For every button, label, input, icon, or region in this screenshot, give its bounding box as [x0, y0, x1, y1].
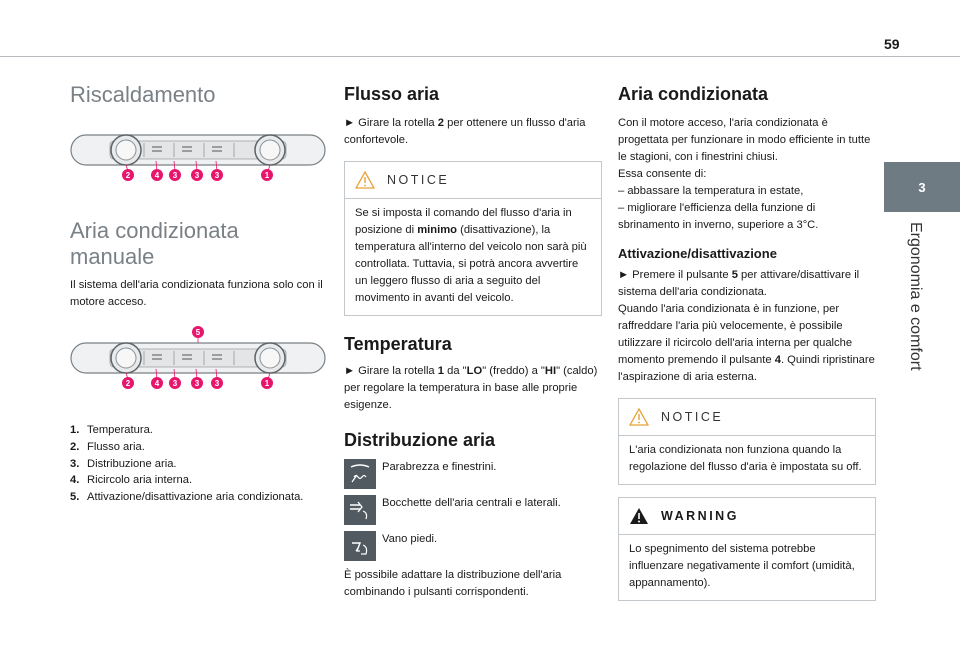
warning-box: [618, 497, 876, 601]
face-vents-icon: [344, 495, 376, 525]
callout-label: 2: [125, 171, 131, 181]
legend-item: 3. Distribuzione aria.: [70, 457, 177, 470]
column-heating: [70, 82, 328, 506]
intro-text: Il sistema dell'aria condizionata funziona solo con il motore acceso.: [70, 278, 323, 308]
page-number: 59: [884, 36, 900, 52]
callout-label: 1: [264, 378, 270, 388]
heading-manual-ac: Aria condizionata manuale: [70, 218, 239, 269]
callout-label: 3: [214, 378, 220, 388]
callout-label: 2: [125, 378, 131, 388]
heading-air-conditioning: Aria condizionata: [618, 84, 769, 104]
flow-instruction: ► Girare la rotella 2 per ottenere un flusso d'aria confortevole.: [344, 117, 586, 147]
warning-label: WARNING: [661, 509, 739, 524]
warning-text: Lo spegnimento del sistema potrebbe influenzare negativamente il comfort (umidità, appannamento).: [629, 543, 855, 590]
distribution-list: [344, 459, 602, 561]
notice-box: [344, 161, 602, 316]
distribution-item: Vano piedi.: [344, 531, 602, 561]
control-panel-diagram-heating: [70, 125, 326, 189]
notice-label: NOTICE: [661, 410, 724, 425]
header-rule: [0, 56, 960, 57]
callout-label: 3: [172, 171, 178, 181]
heading-distribution: Distribuzione aria: [344, 430, 496, 451]
chapter-number: 3: [918, 179, 926, 195]
callout-label: 4: [154, 378, 160, 388]
callout-label: 3: [172, 378, 178, 388]
distribution-item: Bocchette dell'aria centrali e laterali.: [344, 495, 602, 525]
distribution-item: Parabrezza e finestrini.: [344, 459, 602, 489]
footwell-icon: [344, 531, 376, 561]
heading-air-flow: Flusso aria: [344, 84, 440, 104]
legend-item: 4. Ricircolo aria interna.: [70, 474, 193, 487]
callout-label: 3: [194, 378, 200, 388]
notice-text: L'aria condizionata non funziona quando la regolazione del flusso d'aria è impostata su off.: [629, 444, 862, 474]
warning-triangle-icon: [629, 507, 649, 525]
ac-bullet: – abbassare la temperatura in estate,: [618, 185, 804, 198]
legend-item: 1. Temperatura.: [70, 423, 153, 436]
notice-triangle-icon: [355, 171, 375, 189]
heading-temperature: Temperatura: [344, 334, 452, 355]
ac-intro: Con il motore acceso, l'aria condizionata è progettata per funzionare in modo efficiente in tutte le stagioni, con i finestrini chiusi.: [618, 117, 871, 164]
legend-item: 2. Flusso aria.: [70, 440, 145, 453]
column-ac: [618, 84, 876, 601]
heading-activation: Attivazione/disattivazione: [618, 246, 777, 262]
legend-item: 5. Attivazione/disattivazione aria condizionata.: [70, 491, 304, 504]
distribution-note: È possibile adattare la distribuzione dell'aria combinando i pulsanti corrispondenti.: [344, 569, 562, 599]
activation-instruction: ► Premere il pulsante 5 per attivare/disattivare il sistema dell'aria condizionata.: [618, 269, 860, 299]
chapter-title: Ergonomia e comfort: [907, 222, 924, 371]
notice-box: [618, 398, 876, 485]
column-flow: [344, 84, 602, 601]
chapter-tab[interactable]: [884, 162, 960, 212]
control-panel-diagram-ac: [70, 325, 326, 399]
heading-heating: Riscaldamento: [70, 82, 216, 107]
callout-label: 1: [264, 171, 270, 181]
legend-list: [70, 422, 328, 506]
temperature-instruction: ► Girare la rotella 1 da "LO" (freddo) a "HI" (caldo) per regolare la temperatura in base alle proprie esigenze.: [344, 365, 598, 412]
callout-label: 3: [194, 171, 200, 181]
recirculation-text: Quando l'aria condizionata è in funzione, per raffreddare l'aria più velocemente, è possibile utilizzare il ricircolo dell'aria interna per qualche momento premendo il pulsante 4. Quindi ripristinare l'aspirazione di aria esterna.: [618, 303, 875, 384]
callout-label: 3: [214, 171, 220, 181]
notice-text: Se si imposta il comando del flusso d'aria in posizione di minimo (disattivazione), la temperatura all'interno del veicolo non sarà più controllata. Tuttavia, si potrà ancora avvertire un leggero flusso di aria a seguito del movimento in avanti del veicolo.: [355, 207, 587, 305]
ac-bullet: – migliorare l'efficienza della funzione di sbrinamento in inverno, superiore a 3°C.: [618, 202, 819, 232]
notice-label: NOTICE: [387, 173, 450, 188]
callout-label: 5: [195, 327, 201, 337]
notice-triangle-icon: [629, 408, 649, 426]
callout-label: 4: [154, 171, 160, 181]
ac-allows: Essa consente di:: [618, 168, 707, 181]
windscreen-defrost-icon: [344, 459, 376, 489]
